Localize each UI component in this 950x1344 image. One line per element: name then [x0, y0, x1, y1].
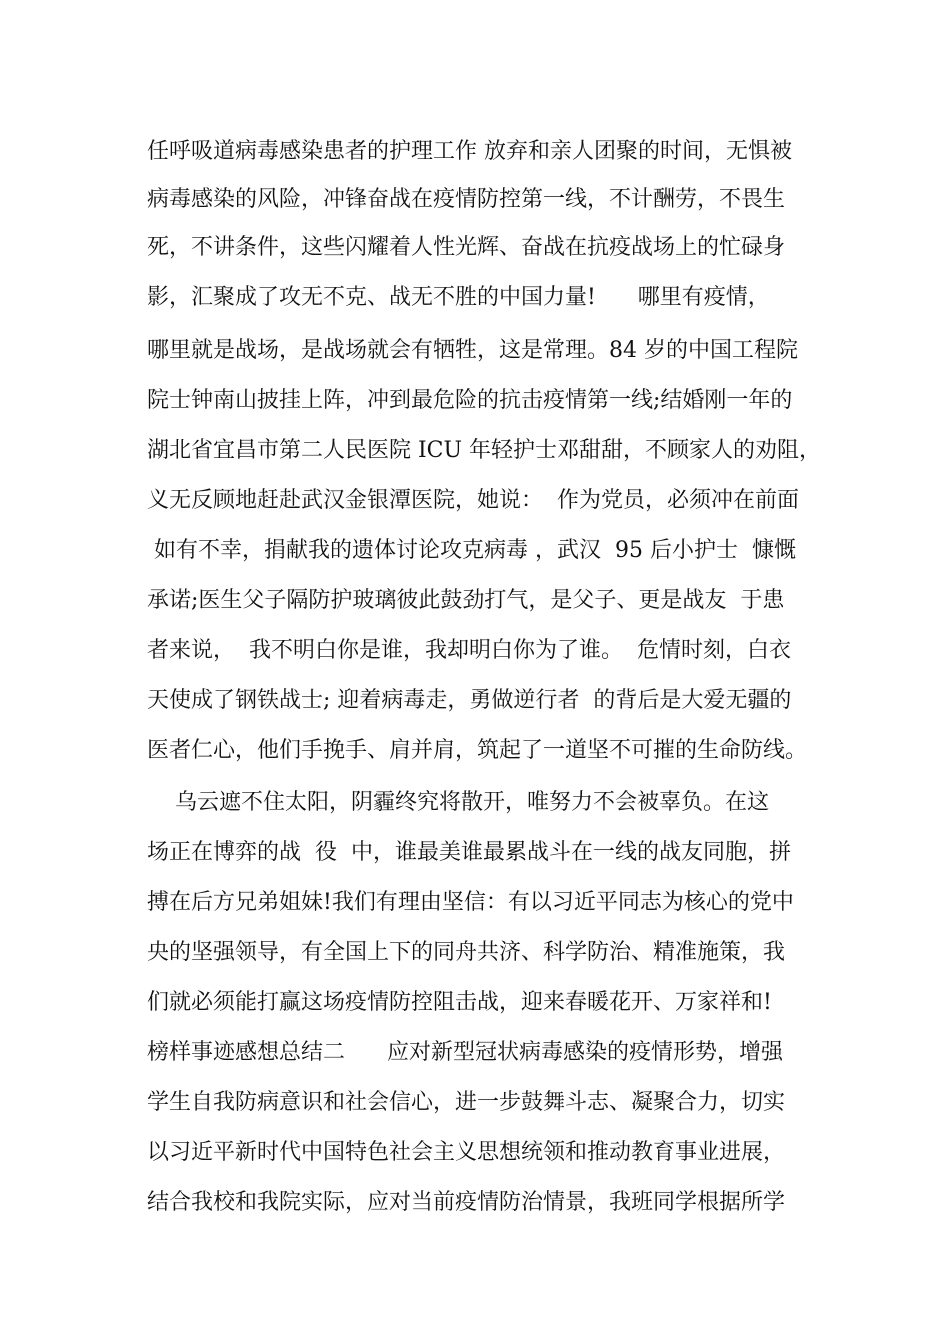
- text-line: 结合我校和我院实际，应对当前疫情防治情景，我班同学根据所学: [147, 1190, 786, 1215]
- text-line: 病毒感染的风险，冲锋奋战在疫情防控第一线，不计酬劳，不畏生: [147, 187, 786, 212]
- text-line: 湖北省宜昌市第二人民医院 ICU 年轻护士邓甜甜，不顾家人的劝阻，: [147, 438, 822, 463]
- text-line: 者来说， 我不明白你是谁，我却明白你为了谁。 危情时刻，白衣: [147, 638, 791, 663]
- text-line: 央的坚强领导，有全国上下的同舟共济、科学防治、精准施策，我: [147, 940, 786, 965]
- text-line: 们就必须能打赢这场疫情防控阻击战，迎来春暖花开、万家祥和!: [147, 990, 772, 1015]
- text-line: 以习近平新时代中国特色社会主义思想统领和推动教育事业进展，: [147, 1140, 786, 1165]
- text-line: 学生自我防病意识和社会信心，进一步鼓舞斗志、凝聚合力，切实: [147, 1090, 786, 1115]
- text-line: 乌云遮不住太阳，阴霾终究将散开，唯努力不会被辜负。在这: [147, 790, 769, 815]
- text-line: 义无反顾地赶赴武汉金银潭医院，她说： 作为党员，必须冲在前面: [147, 488, 799, 513]
- text-line: 搏在后方兄弟姐妹!我们有理由坚信：有以习近平同志为核心的党中: [147, 890, 794, 915]
- text-line: 天使成了钢铁战士; 迎着病毒走，勇做逆行者 的背后是大爱无疆的: [147, 688, 792, 713]
- text-line: 院士钟南山披挂上阵，冲到最危险的抗击疫情第一线;结婚刚一年的: [147, 388, 793, 413]
- text-line: 承诺;医生父子隔防护玻璃彼此鼓劲打气，是父子、更是战友 于患: [147, 588, 785, 613]
- text-line: 任呼吸道病毒感染患者的护理工作 放弃和亲人团聚的时间，无惧被: [147, 139, 792, 164]
- text-line: 影，汇聚成了攻无不克、战无不胜的中国力量! 哪里有疫情，: [147, 285, 770, 310]
- text-line: 榜样事迹感想总结二 应对新型冠状病毒感染的疫情形势，增强: [147, 1040, 783, 1065]
- text-line: 如有不幸，捐献我的遗体讨论攻克病毒 ，武汉 95 后小护士 慷慨: [147, 538, 796, 563]
- text-line: 死，不讲条件，这些闪耀着人性光辉、奋战在抗疫战场上的忙碌身: [147, 235, 786, 260]
- text-line: 哪里就是战场，是战场就会有牺牲，这是常理。84 岁的中国工程院: [147, 338, 798, 363]
- text-line: 医者仁心，他们手挽手、肩并肩，筑起了一道坚不可摧的生命防线。: [147, 738, 808, 763]
- text-line: 场正在博弈的战 役 中，谁最美谁最累战斗在一线的战友同胞，拼: [147, 840, 791, 865]
